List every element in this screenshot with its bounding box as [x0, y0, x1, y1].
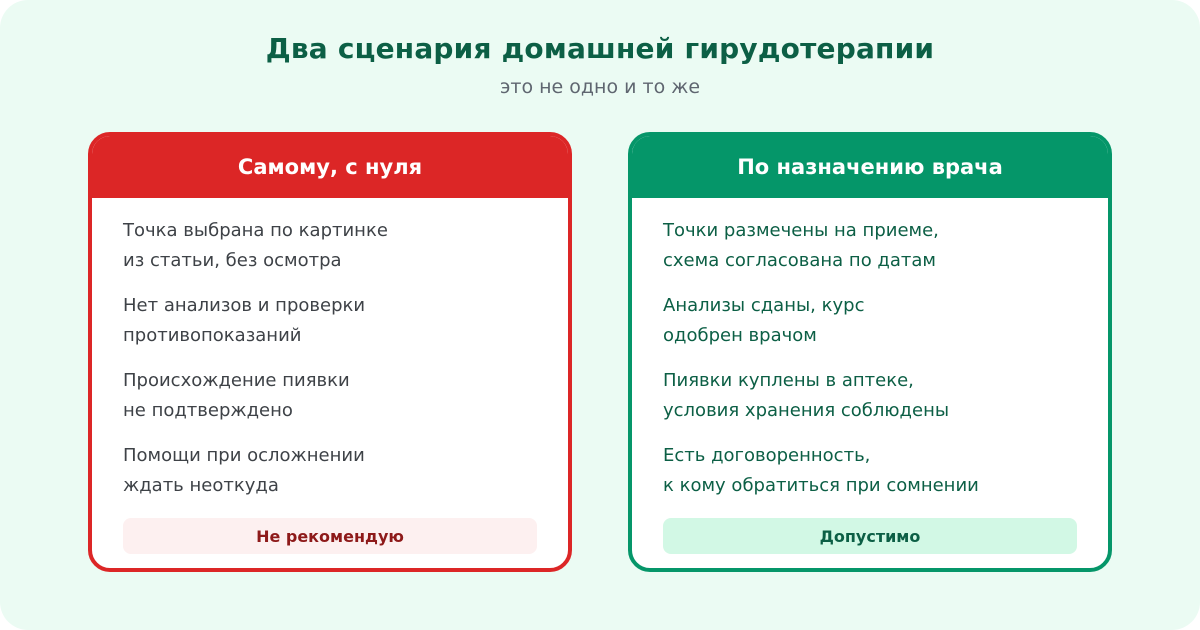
item-line: не подтверждено	[123, 400, 293, 421]
card-items	[663, 216, 1083, 516]
item-line: Происхождение пиявки	[123, 370, 350, 391]
list-item	[663, 441, 1083, 501]
item-line: одобрен врачом	[663, 325, 817, 346]
item-line: Нет анализов и проверки	[123, 295, 366, 316]
list-item	[123, 291, 543, 351]
item-line: схема согласована по датам	[663, 250, 936, 271]
list-item	[663, 216, 1083, 276]
page-title: Два сценария домашней гирудотерапии	[265, 32, 935, 65]
item-line: из статьи, без осмотра	[123, 250, 342, 271]
verdict-badge-acceptable: Допустимо	[663, 518, 1077, 554]
item-line: Пиявки куплены в аптеке,	[663, 370, 914, 391]
item-line: Точка выбрана по картинке	[123, 220, 388, 241]
item-line: условия хранения соблюдены	[663, 400, 950, 421]
item-line: Есть договоренность,	[663, 445, 871, 466]
item-line: к кому обратиться при сомнении	[663, 475, 979, 496]
list-item	[123, 366, 543, 426]
list-item	[663, 291, 1083, 351]
list-item	[123, 216, 543, 276]
card-header: Самому, с нуля	[92, 136, 568, 198]
item-line: Точки размечены на приеме,	[663, 220, 939, 241]
list-item	[663, 366, 1083, 426]
page-subtitle: это не одно и то же	[499, 76, 701, 98]
card-header: По назначению врача	[632, 136, 1108, 198]
card-doctor-prescribed	[628, 132, 1112, 572]
verdict-badge-not-recommended: Не рекомендую	[123, 518, 537, 554]
list-item	[123, 441, 543, 501]
item-line: противопоказаний	[123, 325, 302, 346]
card-items	[123, 216, 543, 516]
item-line: Помощи при осложнении	[123, 445, 365, 466]
item-line: Анализы сданы, курс	[663, 295, 865, 316]
item-line: ждать неоткуда	[123, 475, 279, 496]
card-self-from-scratch	[88, 132, 572, 572]
